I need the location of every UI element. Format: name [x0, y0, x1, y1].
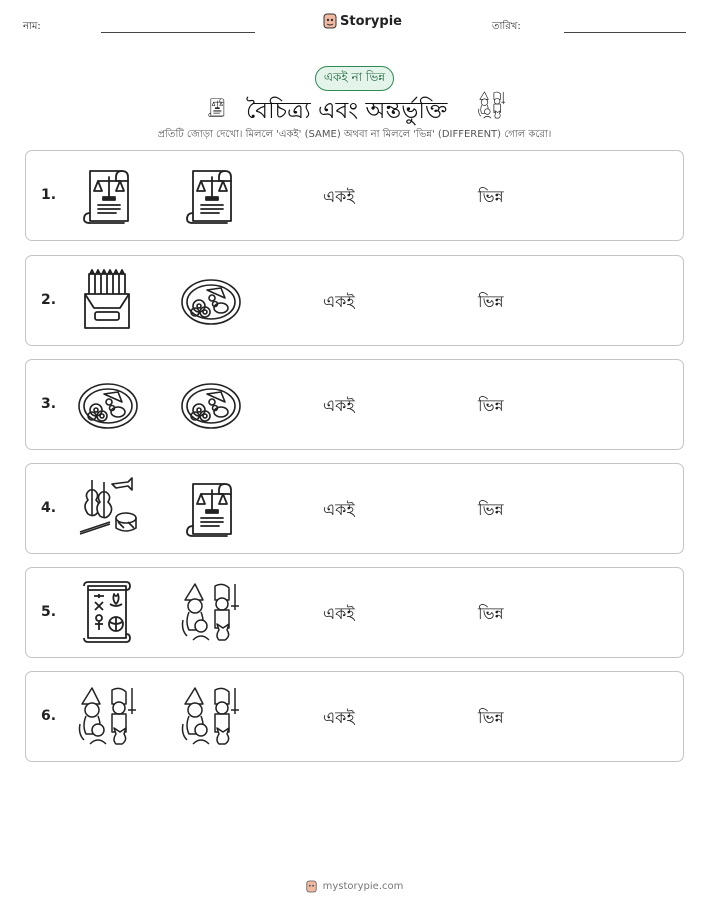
worksheet-type-badge: একই না ভিন্ন	[315, 66, 394, 91]
name-label: নাম:	[23, 21, 41, 32]
scale-document-icon	[206, 94, 228, 120]
storypie-mascot-icon	[306, 880, 317, 893]
different-option[interactable]: ভিন্ন	[478, 292, 504, 311]
pair-row	[25, 567, 684, 658]
brand-name: Storypie	[340, 13, 402, 29]
left-picture	[76, 268, 140, 332]
scale-document-icon	[179, 163, 243, 227]
row-number: 6.	[41, 708, 57, 724]
right-picture	[179, 476, 243, 540]
crayon-box-icon	[76, 268, 140, 332]
different-option[interactable]: ভিন্ন	[478, 708, 504, 727]
same-option[interactable]: একই	[323, 396, 355, 415]
scale-document-icon	[179, 476, 243, 540]
left-picture	[76, 684, 140, 748]
storypie-mascot-icon	[323, 13, 337, 29]
name-line[interactable]	[101, 32, 255, 33]
pair-row	[25, 463, 684, 554]
same-option[interactable]: একই	[323, 500, 355, 519]
pair-row	[25, 255, 684, 346]
page-title: বৈচিত্র্য এবং অন্তর্ভুক্তি	[246, 98, 448, 124]
people-group-icon	[477, 90, 507, 120]
different-option[interactable]: ভিন্ন	[478, 187, 504, 206]
date-label: তারিখ:	[492, 21, 521, 32]
right-picture	[179, 268, 243, 332]
different-option[interactable]: ভিন্ন	[478, 396, 504, 415]
title-row	[0, 92, 709, 122]
right-picture	[179, 684, 243, 748]
people-group-icon	[179, 684, 243, 748]
music-instruments-icon	[76, 476, 140, 540]
left-picture	[76, 163, 140, 227]
same-option[interactable]: একই	[323, 187, 355, 206]
different-option[interactable]: ভিন্ন	[478, 604, 504, 623]
same-option[interactable]: একই	[323, 708, 355, 727]
same-option[interactable]: একই	[323, 604, 355, 623]
row-number: 1.	[41, 187, 57, 203]
people-group-icon	[76, 684, 140, 748]
different-option[interactable]: ভিন্ন	[478, 500, 504, 519]
row-number: 5.	[41, 604, 57, 620]
right-picture	[179, 580, 243, 644]
pair-row	[25, 150, 684, 241]
food-plate-icon	[179, 268, 243, 332]
footer-url[interactable]: mystorypie.com	[322, 881, 404, 892]
food-plate-icon	[76, 372, 140, 436]
left-picture	[76, 476, 140, 540]
brand-logo	[323, 13, 402, 29]
row-number: 4.	[41, 500, 57, 516]
date-line[interactable]	[564, 32, 686, 33]
scale-document-icon	[76, 163, 140, 227]
row-number: 2.	[41, 292, 57, 308]
culture-scroll-icon	[76, 580, 140, 644]
pair-row	[25, 359, 684, 450]
footer	[0, 880, 709, 893]
people-group-icon	[179, 580, 243, 644]
right-picture	[179, 372, 243, 436]
instructions: প্রতিটি জোড়া দেখো। মিললে 'একই' (SAME) অথবা না মিললে 'ভিন্ন' (DIFFERENT) গোল করো।	[157, 129, 552, 140]
pair-row	[25, 671, 684, 762]
left-picture	[76, 580, 140, 644]
right-picture	[179, 163, 243, 227]
left-picture	[76, 372, 140, 436]
row-number: 3.	[41, 396, 57, 412]
same-option[interactable]: একই	[323, 292, 355, 311]
food-plate-icon	[179, 372, 243, 436]
